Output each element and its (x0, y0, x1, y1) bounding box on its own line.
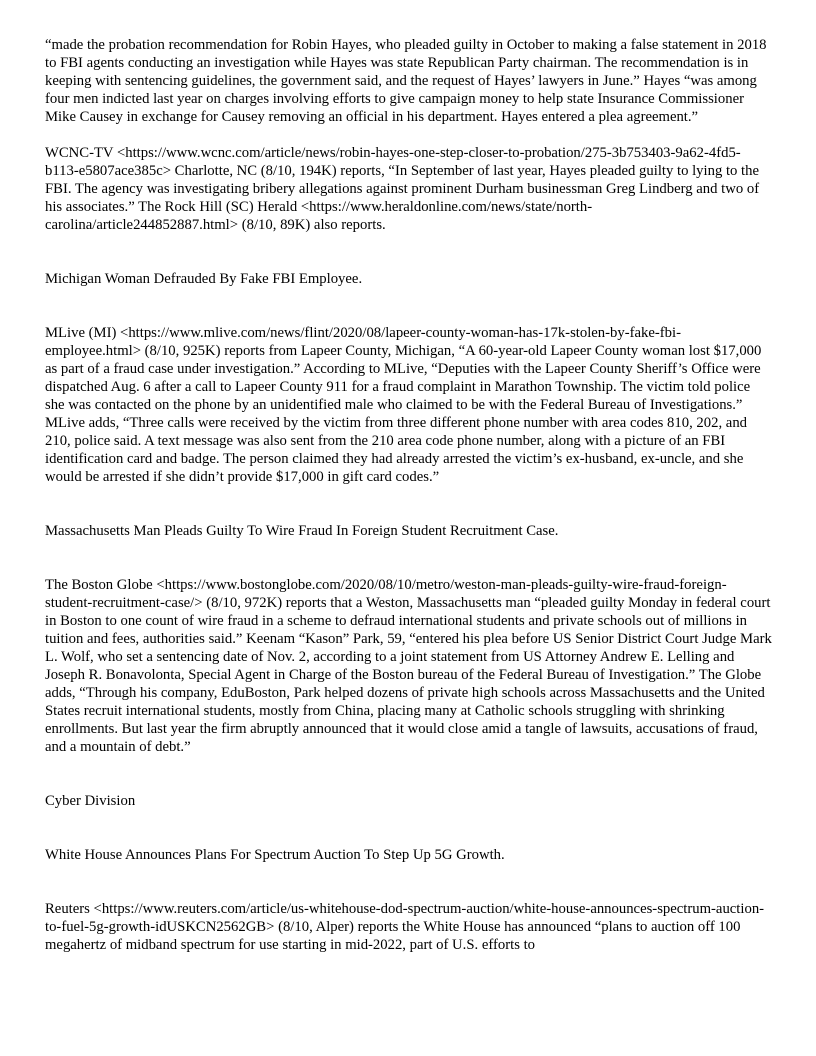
headline-white-house-spectrum: White House Announces Plans For Spectrum Auction To Step Up 5G Growth. (45, 847, 505, 863)
paragraph-wcnc-report: WCNC-TV <https://www.wcnc.com/article/news/robin-hayes-one-step-closer-to-probation/275-3b753403-9a62-4fd5-b113-e5807ace385c> Charlotte, NC (8/10, 194K) reports, “In September of last year, Hayes pleaded guilty to lying to the FBI. The agency was investigating bribery allegations against prominent Durham businessman Greg Lindberg and two of his associates.” The Rock Hill (SC) Herald <https://www.heraldonline.com/news/state/north-carolina/article244852887.html> (8/10, 89K) also reports. (45, 145, 760, 233)
paragraph-reuters-report: Reuters <https://www.reuters.com/article/us-whitehouse-dod-spectrum-auction/white-house-announces-spectrum-auction-to-fuel-5g-growth-idUSKCN2562GB> (8/10, Alper) reports the White House has announced “plans to auction off 100 megahertz of midband spectrum for use starting in mid-2022, part of U.S. efforts to (45, 901, 765, 953)
headline-michigan-woman: Michigan Woman Defrauded By Fake FBI Employee. (45, 271, 363, 287)
paragraph-boston-globe-report: The Boston Globe <https://www.bostonglobe.com/2020/08/10/metro/weston-man-pleads-guilty-wire-fraud-foreign-student-recruitment-case/> (8/10, 972K) reports that a Weston, Massachusetts man “pleaded guilty Monday in federal court in Boston to one count of wire fraud in a scheme to defraud international students and private schools out of millions in tuition and fees, authorities said.” Keenam “Kason” Park, 59, “entered his plea before US Senior District Court Judge Mark L. Wolf, who set a sentencing date of Nov. 2, according to a joint statement from US Attorney Andrew E. Lelling and Joseph R. Bonavolonta, Special Agent in Charge of the Boston bureau of the Federal Bureau of Investigation.” The Globe adds, “Through his company, EduBoston, Park helped dozens of private high schools across Massachusetts and the United States recruit international students, mostly from China, placing many at Catholic schools struggling with shrinking enrollments. But last year the firm abruptly announced that it would close amid a tangle of lawsuits, accusations of fraud, and a mountain of debt.” (45, 577, 772, 755)
section-heading-cyber-division: Cyber Division (45, 793, 136, 809)
document-page (45, 36, 773, 954)
paragraph-hayes-probation: “made the probation recommendation for Robin Hayes, who pleaded guilty in October to making a false statement in 2018 to FBI agents conducting an investigation while Hayes was state Republican Party chairman. The recommendation is in keeping with sentencing guidelines, the government said, and the request of Hayes’ lawyers in June.” Hayes “was among four men indicted last year on charges involving efforts to give campaign money to help state Insurance Commissioner Mike Causey in exchange for Causey removing an official in his department. Hayes entered a plea agreement.” (45, 37, 767, 125)
headline-massachusetts-man: Massachusetts Man Pleads Guilty To Wire Fraud In Foreign Student Recruitment Case. (45, 523, 559, 539)
paragraph-mlive-report: MLive (MI) <https://www.mlive.com/news/flint/2020/08/lapeer-county-woman-has-17k-stolen-by-fake-fbi-employee.html> (8/10, 925K) reports from Lapeer County, Michigan, “A 60-year-old Lapeer County woman lost $17,000 as part of a fraud case under investigation.” According to MLive, “Deputies with the Lapeer County Sheriff’s Office were dispatched Aug. 6 after a call to Lapeer County 911 for a fraud complaint in Marathon Township. The victim told police she was contacted on the phone by an unidentified male who claimed to be with the Federal Bureau of Investigations.” MLive adds, “Three calls were received by the victim from three different phone number with area codes 810, 202, and 210, police said. A text message was also sent from the 210 area code phone number, along with a picture of an FBI identification card and badge. The person claimed they had already arrested the victim’s ex-husband, ex-uncle, and she would be arrested if she didn’t provide $17,000 in gift card codes.” (45, 325, 762, 485)
